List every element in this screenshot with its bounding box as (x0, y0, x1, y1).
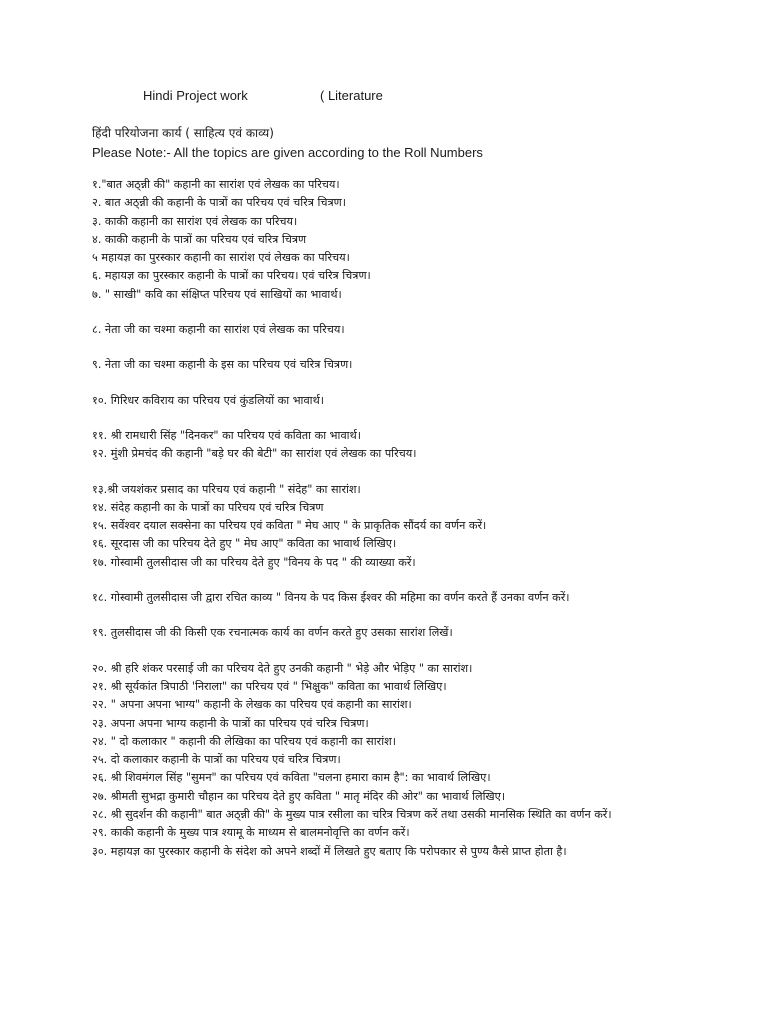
topic-item-14: १४. संदेह कहानी का के पात्रों का परिचय एवं चरित्र चित्रण (92, 500, 324, 514)
topic-item-18: १८. गोस्वामी तुलसीदास जी द्वारा रचित काव्य " विनय के पद किस ईश्वर की महिमा का वर्णन करते हैं उनका वर्णन करें। (92, 591, 570, 605)
hindi-heading: हिंदी परियोजना कार्य ( साहित्य एवं काव्य) (92, 126, 274, 140)
topic-item-26: २६. श्री शिवमंगल सिंह "सुमन" का परिचय एवं कविता "चलना हमारा काम है": का भावार्थ लिखिए। (92, 771, 491, 785)
topic-item-10: १०. गिरिधर कविराय का परिचय एवं कुंडलियों का भावार्थ। (92, 393, 324, 407)
topic-item-6: ६. महायज्ञ का पुरस्कार कहानी के पात्रों का परिचय। एवं चरित्र चित्रण। (92, 269, 371, 283)
topic-item-9: ९. नेता जी का चश्मा कहानी के इस का परिचय एवं चरित्र चित्रण। (92, 358, 353, 372)
document-title (143, 88, 383, 103)
intro-block (92, 124, 692, 162)
topic-item-2: २. बात अठ्न्नी की कहानी के पात्रों का परिचय एवं चरित्र चित्रण। (92, 196, 346, 210)
topic-item-19: १९. तुलसीदास जी की किसी एक रचनात्मक कार्य का वर्णन करते हुए उसका सारांश लिखें। (92, 626, 453, 640)
topic-item-23: २३. अपना अपना भाग्य कहानी के पात्रों का परिचय एवं चरित्र चित्रण। (92, 716, 369, 730)
topic-item-11: ११. श्री रामधारी सिंह "दिनकर" का परिचय एवं कविता का भावार्थ। (92, 428, 361, 442)
title-hindi-project-work: Hindi Project work (143, 88, 248, 103)
topic-item-24: २४. " दो कलाकार " कहानी की लेखिका का परिचय एवं कहानी का सारांश। (92, 734, 396, 748)
topic-item-20: २०. श्री हरि शंकर परसाई जी का परिचय देते हुए उनकी कहानी " भेड़े और भेड़िए " का सारांश। (92, 661, 473, 675)
topic-item-28: २८. श्री सुदर्शन की कहानी" बात अठ्न्नी की" के मुख्य पात्र रसीला का चरित्र चित्रण करें तथा उसकी मानसिक स्थिति का वर्णन करें। (92, 808, 612, 822)
topic-list (92, 176, 692, 861)
topic-item-27: २७. श्रीमती सुभद्रा कुमारी चौहान का परिचय देते हुए कविता " मातृ मंदिर की ओर" का भावार्थ लिखिए। (92, 789, 506, 803)
topic-item-5: ५ महायज्ञ का पुरस्कार कहानी का सारांश एवं लेखक का परिचय। (92, 251, 350, 265)
title-literature: ( Literature (320, 88, 383, 103)
topic-item-16: १६. सूरदास जी का परिचय देते हुए " मेघ आए" कविता का भावार्थ लिखिए। (92, 537, 397, 551)
topic-item-22: २२. " अपना अपना भाग्य" कहानी के लेखक का परिचय एवं कहानी का सारांश। (92, 698, 412, 712)
roll-number-note: Please Note:- All the topics are given according to the Roll Numbers (92, 145, 483, 160)
topic-item-25: २५. दो कलाकार कहानी के पात्रों का परिचय एवं चरित्र चित्रण। (92, 753, 341, 767)
topic-item-13: १३.श्री जयशंकर प्रसाद का परिचय एवं कहानी " संदेह" का सारांश। (92, 482, 361, 496)
topic-item-12: १२. मुंशी प्रेमचंद की कहानी "बड़े घर की बेटी" का सारांश एवं लेखक का परिचय। (92, 447, 417, 461)
topic-item-15: १५. सर्वेश्वर दयाल सक्सेना का परिचय एवं कविता " मेघ आए " के प्राकृतिक सौंदर्य का वर्णन करें। (92, 519, 487, 533)
topic-item-3: ३. काकी कहानी का सारांश एवं लेखक का परिचय। (92, 214, 298, 228)
topic-item-4: ४. काकी कहानी के पात्रों का परिचय एवं चरित्र चित्रण (92, 232, 307, 246)
topic-item-21: २१. श्री सूर्यकांत त्रिपाठी 'निराला" का परिचय एवं " भिक्षुक" कविता का भावार्थ लिखिए। (92, 679, 447, 693)
topic-item-29: २९. काकी कहानी के मुख्य पात्र श्यामू के माध्यम से बालमनोवृत्ति का वर्णन करें। (92, 826, 410, 840)
topic-item-17: १७. गोस्वामी तुलसीदास जी का परिचय देते हुए "विनय के पद " की व्याख्या करें। (92, 555, 416, 569)
topic-item-7: ७. " साखी" कवि का संक्षिप्त परिचय एवं साखियों का भावार्थ। (92, 287, 342, 301)
topic-item-30: ३०. महायज्ञ का पुरस्कार कहानी के संदेश को अपने शब्दों में लिखते हुए बताए कि परोपकार से पुण्य कैसे प्राप्त होता है। (92, 844, 567, 858)
topic-item-8: ८. नेता जी का चश्मा कहानी का सारांश एवं लेखक का परिचय। (92, 323, 345, 337)
topic-item-1: १."बात अठ्न्नी की" कहानी का सारांश एवं लेखक का परिचय। (92, 178, 340, 191)
